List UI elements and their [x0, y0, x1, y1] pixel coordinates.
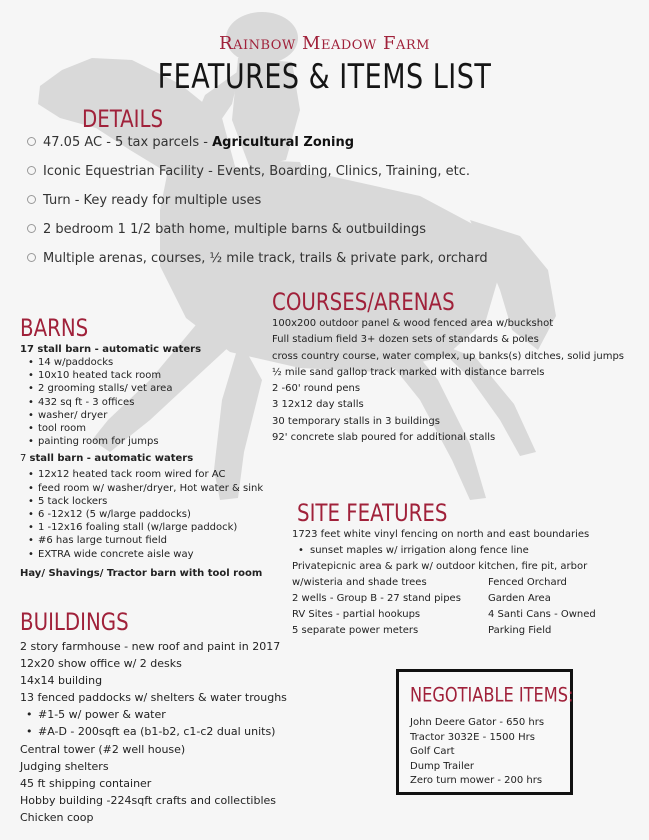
site-features-list: [292, 527, 622, 639]
list-item: • feed room w/ washer/dryer, Hot water & sink: [38, 482, 290, 495]
list-item: • 2 grooming stalls/ vet area: [38, 382, 290, 395]
courses-list: [272, 316, 642, 446]
list-item: • #1-5 w/ power & water: [20, 706, 380, 723]
list-item: • tool room: [38, 422, 290, 435]
list-item: 1723 feet white vinyl fencing on north and east boundaries: [292, 529, 590, 540]
list-item: 47.05 AC - 5 tax parcels - Agricultural Zoning: [27, 135, 354, 150]
list-item: • EXTRA wide concrete aisle way: [38, 548, 290, 561]
circle-bullet-icon: [27, 253, 36, 262]
list-item: • washer/ dryer: [38, 409, 290, 422]
buildings-heading: BUILDINGS: [20, 609, 129, 637]
list-item: • 1 -12x16 foaling stall (w/large paddock): [38, 521, 290, 534]
courses-heading: COURSES/ARENAS: [272, 289, 455, 317]
list-item: 45 ft shipping container: [20, 776, 152, 790]
barn-7-title: 7 stall barn - automatic waters: [20, 453, 194, 465]
list-item: • 10x10 heated tack room: [38, 369, 290, 382]
list-item: • 432 sq ft - 3 offices: [38, 396, 290, 409]
list-item: • 5 tack lockers: [38, 495, 290, 508]
list-item: 30 temporary stalls in 3 buildings: [272, 415, 440, 427]
list-item: 2 wells - Group B - 27 stand pipes Garden Area: [292, 593, 551, 604]
list-item: 3 12x12 day stalls: [272, 399, 364, 411]
circle-bullet-icon: [27, 195, 36, 204]
list-item: Multiple arenas, courses, ½ mile track, trails & private park, orchard: [27, 251, 488, 266]
circle-bullet-icon: [27, 166, 36, 175]
list-item: Full stadium field 3+ dozen sets of standards & poles: [272, 334, 539, 346]
list-item: 2 -60' round pens: [272, 383, 361, 395]
circle-bullet-icon: [27, 137, 36, 146]
negotiable-items-heading: NEGOTIABLE ITEMS:: [410, 684, 574, 708]
list-item: Iconic Equestrian Facility - Events, Boarding, Clinics, Training, etc.: [27, 164, 470, 179]
barns-list: [20, 343, 290, 580]
list-item: Tractor 3032E - 1500 Hrs: [410, 731, 535, 743]
negotiable-items-box: [396, 669, 573, 795]
list-item: ½ mile sand gallop track marked with distance barrels: [272, 366, 545, 378]
list-item: John Deere Gator - 650 hrs: [410, 717, 545, 728]
list-item: Zero turn mower - 200 hrs: [410, 775, 543, 787]
buildings-list: [20, 638, 380, 826]
hay-barn: Hay/ Shavings/ Tractor barn with tool room: [20, 567, 263, 579]
details-heading: DETAILS: [82, 106, 164, 134]
list-item: cross country course, water complex, up banks(s) ditches, solid jumps: [272, 350, 625, 362]
list-item: • 12x12 heated tack room wired for AC: [38, 468, 290, 481]
negotiable-items-list: [410, 716, 544, 789]
farm-name: Rainbow Meadow Farm: [219, 33, 430, 54]
list-item: 2 story farmhouse - new roof and paint in 2017: [20, 640, 281, 653]
list-item: RV Sites - partial hookups 4 Santi Cans - Owned: [292, 609, 596, 620]
list-item: Turn - Key ready for multiple uses: [27, 193, 261, 208]
list-item: 92' concrete slab poured for additional stalls: [272, 432, 496, 444]
list-item: 100x200 outdoor panel & wood fenced area w/buckshot: [272, 318, 554, 329]
barn-17-title: 17 stall barn - automatic waters: [20, 344, 202, 355]
list-item: • 14 w/paddocks: [38, 356, 290, 369]
site-features-heading: SITE FEATURES: [297, 500, 448, 528]
list-item: Hobby building -224sqft crafts and collectibles: [20, 793, 277, 807]
barns-heading: BARNS: [20, 315, 89, 343]
list-item: 5 separate power meters Parking Field: [292, 625, 552, 636]
list-item: Judging shelters: [20, 759, 109, 773]
list-item: • painting room for jumps: [38, 435, 290, 448]
list-item: Privatepicnic area & park w/ outdoor kitchen, fire pit, arbor: [292, 561, 588, 572]
page-title: FEATURES & ITEMS LIST: [157, 57, 492, 98]
list-item: 13 fenced paddocks w/ shelters & water troughs: [20, 691, 287, 705]
list-item: • sunset maples w/ irrigation along fence line: [298, 545, 529, 556]
list-item: • #6 has large turnout field: [38, 534, 290, 547]
list-item: Chicken coop: [20, 810, 94, 824]
list-item: 2 bedroom 1 1/2 bath home, multiple barns & outbuildings: [27, 222, 426, 237]
list-item: • #A-D - 200sqft ea (b1-b2, c1-c2 dual units): [20, 723, 380, 740]
list-item: Golf Cart: [410, 746, 455, 758]
list-item: Central tower (#2 well house): [20, 742, 186, 756]
list-item: Dump Trailer: [410, 760, 475, 772]
list-item: w/wisteria and shade trees Fenced Orchard: [292, 577, 567, 588]
list-item: 14x14 building: [20, 674, 103, 688]
list-item: 12x20 show office w/ 2 desks: [20, 657, 182, 671]
list-item: • 6 -12x12 (5 w/large paddocks): [38, 508, 290, 521]
circle-bullet-icon: [27, 224, 36, 233]
